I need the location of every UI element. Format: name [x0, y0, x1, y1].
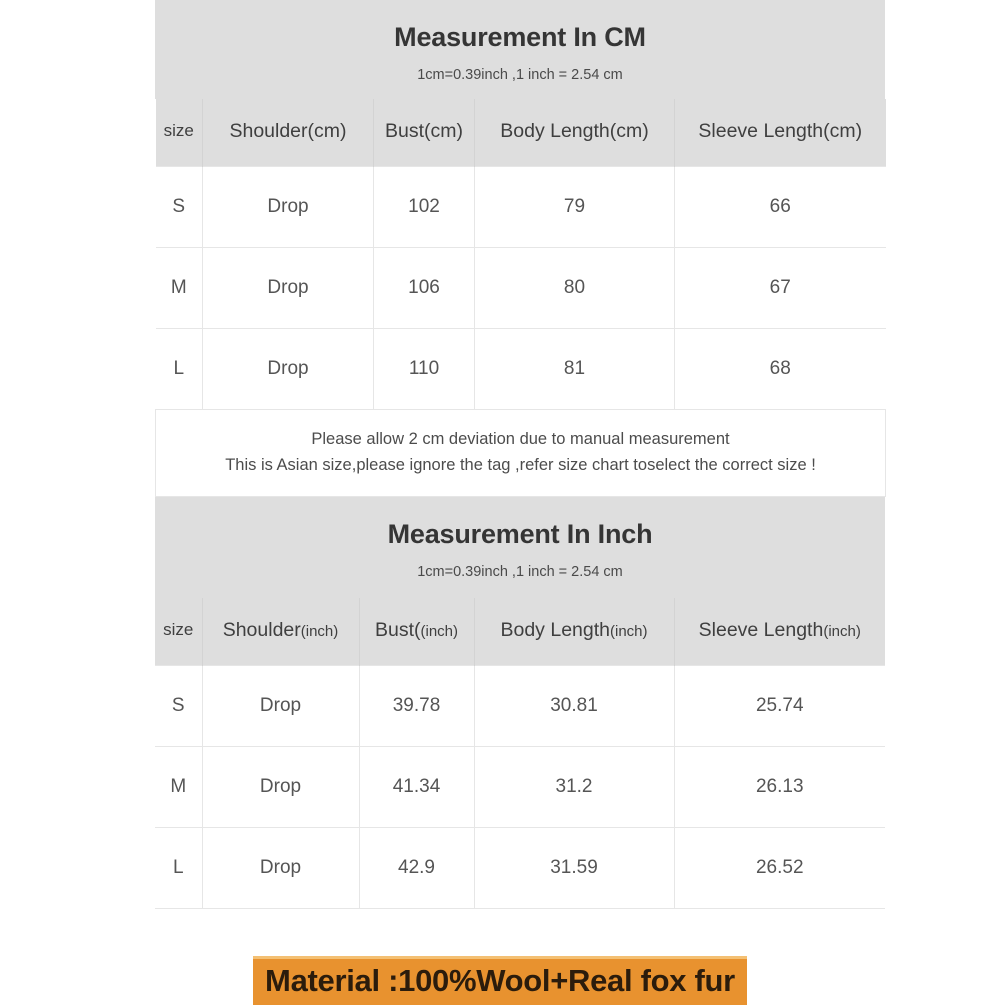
inch-column-header-body-length [474, 598, 674, 666]
cm-cell-bust: 110 [374, 329, 475, 410]
cm-section-subtitle: 1cm=0.39inch ,1 inch = 2.54 cm [417, 67, 623, 83]
cm-cell-shoulder: Drop [203, 248, 374, 329]
cm-cell-bust: 106 [374, 248, 475, 329]
inch-cell-sleeve-length: 25.74 [674, 666, 885, 747]
inch-header-body-length-label: Body Length [500, 618, 610, 641]
cm-column-header-size: size [156, 99, 203, 167]
cm-column-header-shoulder: Shoulder(cm) [203, 99, 374, 167]
cm-notes-cell [156, 410, 886, 497]
cm-notes-row [156, 410, 886, 497]
inch-column-header-shoulder [202, 598, 359, 666]
table-row [156, 248, 886, 329]
cm-column-header-body-length: Body Length(cm) [475, 99, 675, 167]
inch-column-header-size: size [155, 598, 202, 666]
material-banner-wrap [0, 956, 1000, 1005]
inch-cell-shoulder: Drop [202, 666, 359, 747]
cm-section-title: Measurement In CM [394, 22, 646, 52]
inch-header-bust-unit: (inch) [420, 622, 459, 640]
cm-cell-size: L [156, 329, 203, 410]
cm-cell-shoulder: Drop [203, 167, 374, 248]
table-row [156, 329, 886, 410]
inch-cell-body-length: 31.59 [474, 828, 674, 909]
inch-header-shoulder-label: Shoulder [222, 618, 301, 641]
material-banner: Material :100%Wool+Real fox fur [253, 956, 747, 1005]
cm-cell-sleeve-length: 68 [675, 329, 886, 410]
inch-cell-size: M [155, 747, 202, 828]
cm-size-table [155, 99, 886, 497]
inch-section-header-band [155, 497, 885, 598]
inch-cell-shoulder: Drop [202, 747, 359, 828]
table-row [155, 747, 885, 828]
inch-header-sleeve-length-unit: (inch) [823, 622, 861, 640]
cm-cell-bust: 102 [374, 167, 475, 248]
inch-table-header-row [155, 598, 885, 666]
inch-cell-sleeve-length: 26.52 [674, 828, 885, 909]
inch-header-sleeve-length-label: Sleeve Length [698, 618, 824, 641]
cm-column-header-sleeve-length: Sleeve Length(cm) [675, 99, 886, 167]
inch-cell-body-length: 30.81 [474, 666, 674, 747]
cm-cell-size: M [156, 248, 203, 329]
inch-header-shoulder-unit: (inch) [300, 622, 339, 640]
size-chart-sheet [155, 0, 885, 909]
cm-column-header-bust: Bust(cm) [374, 99, 475, 167]
inch-column-header-bust [359, 598, 474, 666]
cm-table-header-row [156, 99, 886, 167]
cm-note-line-2: This is Asian size,please ignore the tag ,refer size chart toselect the correct size ! [225, 456, 816, 474]
inch-cell-bust: 41.34 [359, 747, 474, 828]
table-row [156, 167, 886, 248]
cm-cell-shoulder: Drop [203, 329, 374, 410]
inch-cell-bust: 42.9 [359, 828, 474, 909]
table-row [155, 828, 885, 909]
inch-section-title: Measurement In Inch [387, 519, 653, 549]
table-row [155, 666, 885, 747]
cm-cell-sleeve-length: 67 [675, 248, 886, 329]
inch-header-body-length-unit: (inch) [610, 622, 648, 640]
inch-cell-body-length: 31.2 [474, 747, 674, 828]
inch-size-table [155, 598, 885, 909]
cm-cell-body-length: 79 [475, 167, 675, 248]
cm-section-header-band [155, 0, 885, 99]
inch-cell-bust: 39.78 [359, 666, 474, 747]
inch-section-subtitle: 1cm=0.39inch ,1 inch = 2.54 cm [417, 564, 623, 580]
inch-cell-size: S [155, 666, 202, 747]
cm-cell-body-length: 81 [475, 329, 675, 410]
cm-cell-body-length: 80 [475, 248, 675, 329]
cm-cell-sleeve-length: 66 [675, 167, 886, 248]
inch-cell-sleeve-length: 26.13 [674, 747, 885, 828]
cm-cell-size: S [156, 167, 203, 248]
inch-header-bust-label: Bust( [374, 618, 421, 641]
inch-cell-shoulder: Drop [202, 828, 359, 909]
inch-column-header-sleeve-length [674, 598, 885, 666]
inch-cell-size: L [155, 828, 202, 909]
cm-note-line-1: Please allow 2 cm deviation due to manual measurement [311, 430, 730, 448]
